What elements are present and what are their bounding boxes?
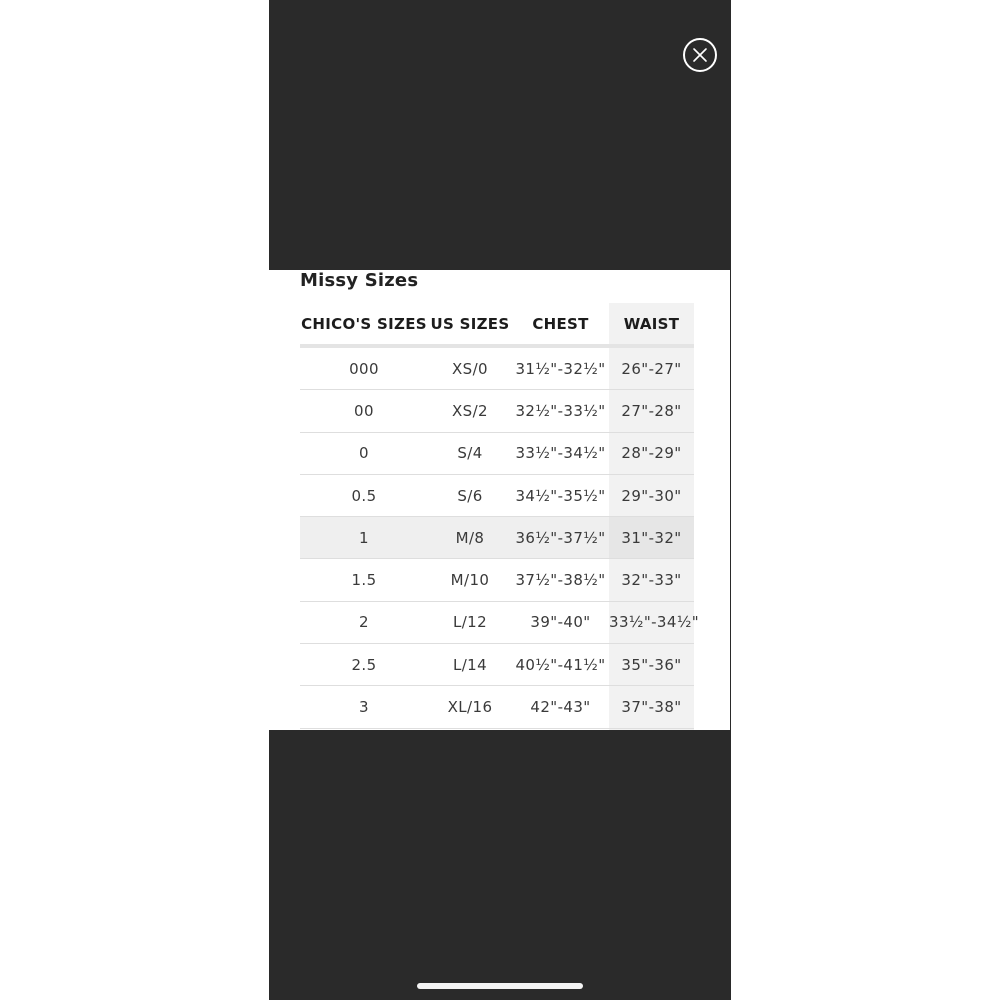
table-row bbox=[300, 686, 694, 728]
cell-us-size: XS/0 bbox=[428, 346, 512, 390]
cell-us-size: XS/2 bbox=[428, 390, 512, 432]
cell-chest: 32½"-33½" bbox=[512, 390, 609, 432]
close-icon bbox=[692, 47, 708, 63]
cell-chicos-size: 0 bbox=[300, 432, 428, 474]
size-table bbox=[300, 303, 700, 729]
cell-waist: 29"-30" bbox=[609, 474, 694, 516]
cell-us-size: S/6 bbox=[428, 474, 512, 516]
cell-chest: 42"-43" bbox=[512, 686, 609, 728]
table-row bbox=[300, 644, 694, 686]
cell-waist: 37"-38" bbox=[609, 686, 694, 728]
table-row bbox=[300, 601, 694, 643]
cell-chest: 34½"-35½" bbox=[512, 474, 609, 516]
size-chart-title: Missy Sizes bbox=[300, 270, 419, 291]
cell-us-size: XL/16 bbox=[428, 686, 512, 728]
cell-us-size: M/8 bbox=[428, 517, 512, 559]
column-header-us-sizes: US SIZES bbox=[428, 303, 512, 346]
cell-chicos-size: 2 bbox=[300, 601, 428, 643]
cell-waist: 35"-36" bbox=[609, 644, 694, 686]
close-button[interactable] bbox=[683, 38, 717, 72]
phone-screen bbox=[269, 0, 731, 1000]
cell-us-size: M/10 bbox=[428, 559, 512, 601]
column-header-waist: WAIST bbox=[609, 303, 694, 346]
cell-waist: 26"-27" bbox=[609, 346, 694, 390]
column-header-chicos-sizes: CHICO'S SIZES bbox=[300, 303, 428, 346]
cell-chest: 36½"-37½" bbox=[512, 517, 609, 559]
cell-chest: 40½"-41½" bbox=[512, 644, 609, 686]
cell-chicos-size: 3 bbox=[300, 686, 428, 728]
size-chart-image bbox=[269, 270, 730, 730]
column-header-chest: CHEST bbox=[512, 303, 609, 346]
cell-chicos-size: 2.5 bbox=[300, 644, 428, 686]
cell-waist: 27"-28" bbox=[609, 390, 694, 432]
cell-us-size: S/4 bbox=[428, 432, 512, 474]
cell-chest: 37½"-38½" bbox=[512, 559, 609, 601]
table-row bbox=[300, 432, 694, 474]
home-indicator[interactable] bbox=[417, 983, 583, 989]
cell-waist: 31"-32" bbox=[609, 517, 694, 559]
cell-chicos-size: 1 bbox=[300, 517, 428, 559]
cell-waist: 28"-29" bbox=[609, 432, 694, 474]
table-header-row bbox=[300, 303, 694, 346]
cell-chest: 31½"-32½" bbox=[512, 346, 609, 390]
cell-waist: 32"-33" bbox=[609, 559, 694, 601]
cell-waist: 33½"-34½" bbox=[609, 601, 694, 643]
cell-us-size: L/14 bbox=[428, 644, 512, 686]
cell-us-size: L/12 bbox=[428, 601, 512, 643]
table-row bbox=[300, 474, 694, 516]
cell-chicos-size: 0.5 bbox=[300, 474, 428, 516]
cell-chicos-size: 000 bbox=[300, 346, 428, 390]
cell-chicos-size: 1.5 bbox=[300, 559, 428, 601]
cell-chicos-size: 00 bbox=[300, 390, 428, 432]
table-row-highlighted bbox=[300, 517, 694, 559]
table-row bbox=[300, 559, 694, 601]
cell-chest: 33½"-34½" bbox=[512, 432, 609, 474]
table-row bbox=[300, 346, 694, 390]
table-row bbox=[300, 390, 694, 432]
cell-chest: 39"-40" bbox=[512, 601, 609, 643]
